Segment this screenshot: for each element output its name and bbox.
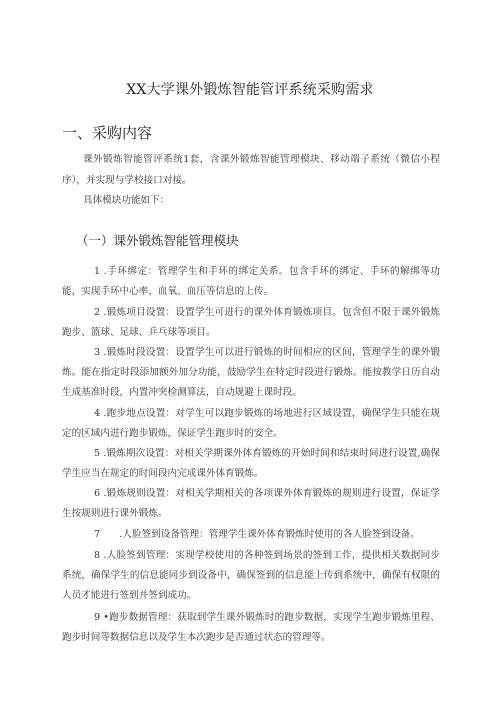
list-item [62,404,440,444]
list-item-number: 4 [94,408,101,419]
list-item-number: 5 [94,448,101,459]
list-item-number: 3 [94,347,101,358]
modules-intro-text: 具体模块功能如下： [83,195,170,206]
document-title: XX大学课外锻炼智能管评系统采购需求 [126,82,374,98]
list-item-text: .跑步地点设置：对学生可以跑步锻炼的场地进行区域设置，确保学生只能在规定的区域内进行跑步锻炼，保证学生跑步时的安全。 [62,408,440,439]
list-item-number: 8 [94,550,101,561]
list-item-text: .锻炼规则设置：对相关学期相关的各项课外体育锻炼的规则进行设置，保证学生按规则进行课外锻炼。 [62,488,440,519]
list-item [62,608,440,648]
list-item-number: 1 [94,266,101,277]
list-item-number: 7 [94,529,101,540]
list-item-number: 2 [94,307,101,318]
section-heading-procurement-content: 一、采购内容 [62,124,153,142]
subsection-heading-management-module: （一）课外锻炼智能管理模块 [76,233,239,248]
list-item-text: .锻炼时段设置：设置学生可以进行锻炼的时间相应的区间，管理学生的课外锻炼。能在指定时段添加额外加分功能，鼓励学生在特定时段进行锻炼。能按教学日历自动生成基准时段，内置冲突检测算法，自动规避上课时段。 [62,347,440,398]
list-item-number: 9 [94,612,101,623]
list-item [62,546,440,606]
list-item-text: .手环绑定：管理学生和手环的绑定关系。包含手环的绑定、手环的解绑等功能，实现手环中心率、血氧、血压等信息的上传。 [62,266,440,297]
list-item [62,262,440,302]
list-item-text: .人脸签到管理：实现学校使用的各种签到场景的签到工作，提供相关数据同步系统，确保学生的信息能同步到设备中，确保签到的信息能上传到系统中，确保有权限的人员才能进行签到并签到成功。 [62,550,440,601]
list-item-number: 6 [94,488,101,499]
list-item-text: .锻炼项目设置：设置学生可进行的课外体育锻炼项目。包含但不限于课外锻炼跑步、篮球、足球、乒乓球等项目。 [62,307,440,338]
list-item [62,444,440,484]
list-item [62,303,440,343]
intro-paragraph: 课外锻炼智能管评系统1套，含课外锻炼智能管理模块、移动端子系统（微信小程序），并实现与学校接口对接。 [62,154,440,186]
list-item-text: •跑步数据管理：获取到学生课外锻炼时的跑步数据，实现学生跑步锻炼里程、跑步时间等数据信息以及学生本次跑步是否通过状态的管理等。 [62,612,440,643]
list-item [62,484,440,524]
list-item-text: .人脸签到设备管理：管理学生课外体育锻炼时使用的各人脸签到设备。 [100,529,420,540]
list-item-text: .锻炼期次设置：对相关学期课外体育锻炼的开始时间和结束时间进行设置,确保学生应当在规定的时间段内完成课外体育锻炼。 [62,448,440,479]
list-item [62,525,440,545]
list-item [62,343,440,403]
